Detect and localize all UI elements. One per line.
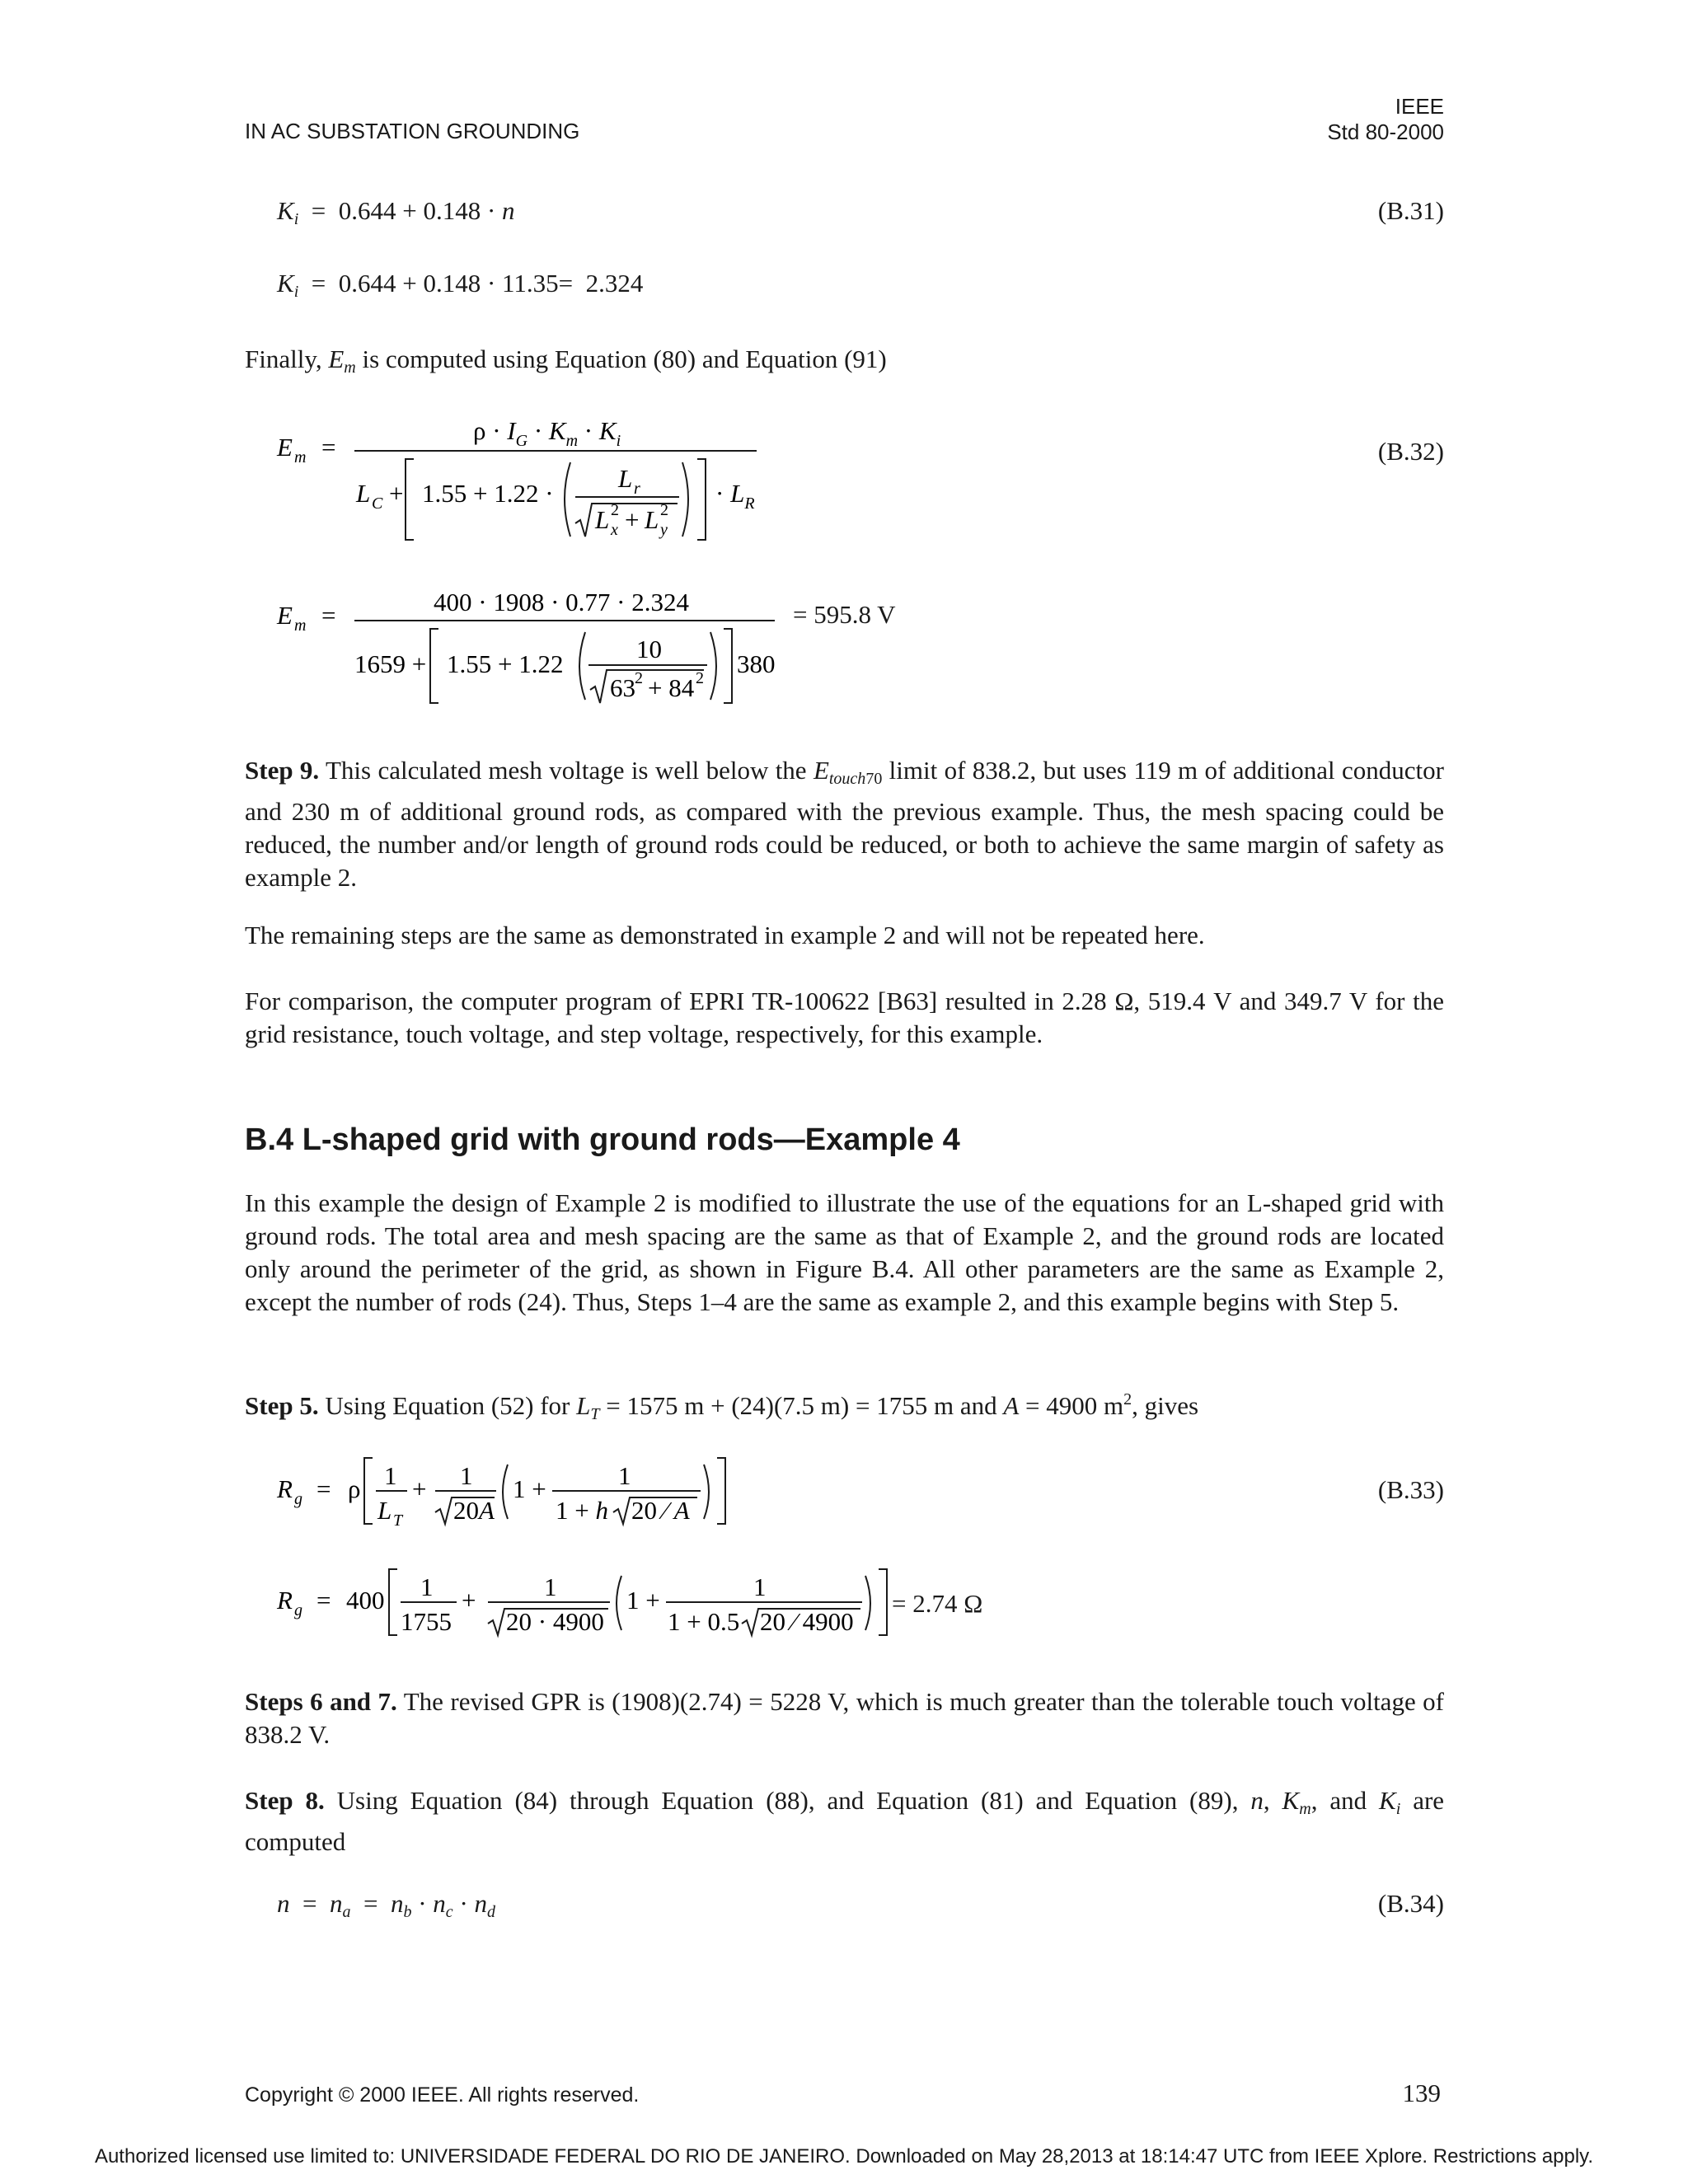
header-std-number: Std 80-2000 [1327,120,1444,144]
svg-text:1: 1 [420,1572,434,1601]
paragraph-comparison: For comparison, the computer program of EPRI TR-100622 [B63] resulted in 2.28 Ω, 519.4 V and 349.7 V for the grid resistance, touch voltage, and step voltage, respectively, for this example. [245,987,1444,1048]
paragraph-example4-intro: In this example the design of Example 2 is modified to illustrate the use of the equations for an L-shaped grid with ground rods. The total area and mesh spacing are the same as that of Example 2, and the ground rods are located only around the perimeter of the grid, as shown in Figure B.4. All other parameters are the same as Example 2, except the number of rods (24). Thus, Steps 1–4 are the same as example 2, and this example begins with Step 5. [245,1188,1444,1316]
equation-b33-symbolic [272,1446,849,1537]
rg-result: = 2.74 Ω [892,1589,983,1618]
svg-text:20 ⁄ 4900: 20 ⁄ 4900 [760,1607,854,1636]
equation-number-b32: (B.32) [1377,437,1444,466]
svg-text:+: + [389,479,404,508]
svg-text:400 · 1908 · 0.77 · 2.324: 400 · 1908 · 0.77 · 2.324 [434,588,689,616]
svg-text:20A: 20A [453,1496,495,1525]
equation-b32-symbolic [272,408,931,556]
equation-number-b33: (B.33) [1377,1475,1444,1504]
step9-label: Step 9. [245,756,320,785]
svg-text:r: r [634,480,640,498]
section-heading-b4: B.4 L-shaped grid with ground rods—Example 4 [245,1122,960,1157]
svg-text:· LR: · $L_R$ [715,479,755,513]
equation-number-b31: (B.31) [1377,196,1444,225]
svg-text:1.55 + 1.22 ·: 1.55 + 1.22 · [422,479,554,508]
steps67-label: Steps 6 and 7. [245,1687,397,1716]
svg-text:+ 84: + 84 [648,673,695,702]
svg-text:20 ⁄ A: 20 ⁄ A [631,1496,690,1525]
svg-text:1659 +: 1659 + [354,649,427,678]
svg-text:2: 2 [611,501,619,519]
svg-text:63: 63 [610,673,635,702]
svg-text:L: L [645,505,659,534]
equation-number-b34: (B.34) [1377,1889,1444,1918]
svg-text:1: 1 [618,1461,631,1490]
svg-text:10: 10 [636,635,662,663]
license-notice: Authorized licensed use limited to: UNIVERSIDADE FEDERAL DO RIO DE JANEIRO. Downloaded on May 28,2013 at 18:14:47 UTC from IEEE Xplore. Restrictions apply. [94,2145,1594,2168]
svg-text:1: 1 [384,1461,397,1490]
svg-text:=: = [316,1586,331,1615]
svg-text:T: T [393,1511,403,1530]
svg-text:C: C [372,494,383,513]
svg-text:+: + [462,1586,476,1615]
svg-text:E: E [277,433,293,462]
svg-text:1: 1 [753,1572,767,1601]
page-number: 139 [1402,2079,1441,2107]
svg-text:L: L [377,1496,392,1525]
svg-text:1: 1 [544,1572,557,1601]
svg-text:1 +: 1 + [626,1586,660,1615]
header-ieee: IEEE [1395,94,1444,119]
svg-text:2: 2 [635,669,643,687]
svg-text:1 + h: 1 + h [556,1496,608,1525]
paragraph-finally: Finally, $E_m$ is computed using Equation (80) and Equation (91) [245,344,887,377]
ki-value: 2.324 [585,269,644,298]
svg-text:+: + [625,505,640,534]
svg-text:g: g [294,1490,302,1508]
svg-text:R: R [277,1474,293,1503]
svg-text:=: = [316,1474,331,1503]
equation-b31: $K_i = 0.644 + 0.148 \cdot n$ [277,196,515,228]
paragraph-steps6-7: Steps 6 and 7. The revised GPR is (1908)(2.74) = 5228 V, which is much greater than the tolerable touch voltage of 838.2 V. [245,1687,1444,1749]
svg-text:ρ · IG · Km · Ki: $\rho \cdot I_G \cdot K_m \cdot K_i$ [473,416,621,450]
em-result: = 595.8 V [793,600,896,629]
copyright-notice: Copyright © 2000 IEEE. All rights reserved. [245,2083,640,2107]
running-header-title: IN AC SUBSTATION GROUNDING [245,119,580,143]
svg-text:y: y [660,521,668,539]
equation-ki-numeric: $K_i = 0.644 + 0.148 \cdot 11.35= 2.324$ [277,269,644,301]
svg-text:400: 400 [346,1586,385,1615]
svg-text:L: L [595,505,610,534]
running-header-standard [1327,94,1444,145]
step5-label: Step 5. [245,1391,319,1420]
equation-b34: $n = n_a = n_b \cdot n_c \cdot n_d$ [277,1889,496,1921]
svg-text:380: 380 [737,649,776,678]
svg-text:20 · 4900: 20 · 4900 [506,1607,604,1636]
svg-text:R: R [277,1586,293,1615]
svg-text:=: = [321,433,336,462]
svg-text:1 +: 1 + [513,1474,546,1503]
step8-label: Step 8. [245,1786,325,1815]
svg-text:1: 1 [460,1461,473,1490]
svg-text:2: 2 [660,501,668,519]
svg-text:E: E [277,601,293,630]
svg-text:1.55 + 1.22: 1.55 + 1.22 [447,649,564,678]
paragraph-remaining-steps: The remaining steps are the same as demonstrated in example 2 and will not be repeated here. [245,921,1205,949]
paragraph-step9: Step 9. This calculated mesh voltage is well below the $E_{touch70}$ limit of 838.2, but uses 119 m of additional conductor and 230 m of additional ground rods, as compared with the previous example. Thus, the mesh spacing could be reduced, the number and/or length of ground rods could be reduced, or both to achieve the same margin of safety as example 2. [245,756,1444,892]
paragraph-step8: Step 8. Using Equation (84) through Equation (88), and Equation (81) and Equation (89), n, $K_m$, and $K_i$ are computed [245,1786,1445,1856]
svg-text:ρ: ρ [348,1474,361,1503]
paragraph-step5: Step 5. Using Equation (52) for $L_T = 1575$ m + (24)(7.5 m) = 1755 m and A = 4900 $m^2$, gives [245,1390,1199,1423]
svg-text:g: g [294,1601,302,1619]
svg-text:m: m [294,448,307,466]
svg-text:m: m [294,616,307,635]
svg-text:1755: 1755 [401,1607,452,1636]
svg-text:L: L [618,464,633,493]
svg-text:1 + 0.5: 1 + 0.5 [668,1607,740,1636]
equation-b33-numeric [272,1558,931,1648]
svg-text:+: + [412,1474,427,1503]
svg-text:2: 2 [696,669,704,687]
svg-text:L: L [356,479,371,508]
svg-text:=: = [321,601,336,630]
svg-text:x: x [611,521,618,539]
